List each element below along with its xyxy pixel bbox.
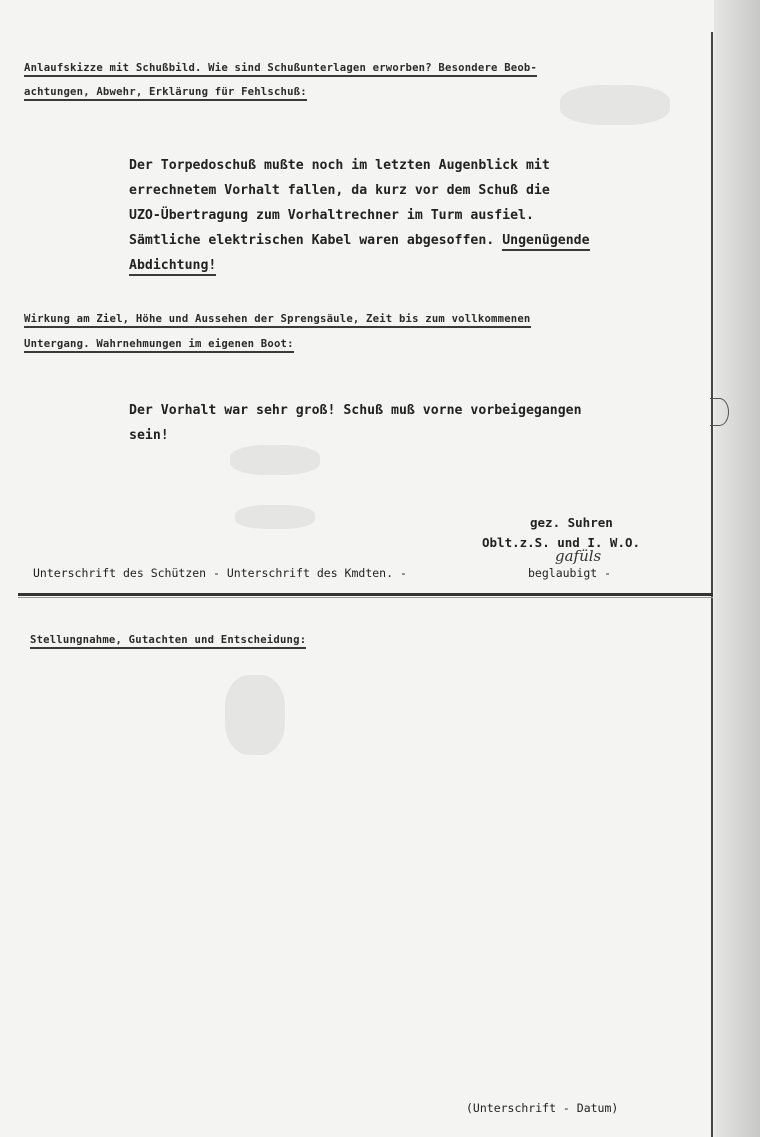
handwritten-initials: gafüls [555, 547, 602, 565]
signature-rank: Oblt.z.S. und I. W.O. [482, 535, 641, 550]
section1-heading [24, 56, 537, 80]
section-divider [18, 593, 713, 596]
section-divider-shadow [18, 597, 713, 598]
smudge [560, 85, 670, 125]
signature-name: gez. Suhren [530, 515, 613, 530]
section2-line: Der Vorhalt war sehr groß! Schuß muß vorne vorbeigegangen [129, 403, 582, 418]
section3-heading-text: Stellungnahme, Gutachten und Entscheidung: [30, 634, 306, 649]
section1-line-emphasis [129, 253, 216, 278]
section2-line: sein! [129, 428, 169, 443]
section2-heading-line1: Wirkung am Ziel, Höhe und Aussehen der Sprengsäule, Zeit bis zum vollkommenen [24, 313, 531, 328]
section1-heading-line1: Anlaufskizze mit Schußbild. Wie sind Schußunterlagen erworben? Besondere Beob- [24, 62, 537, 77]
section3-heading [30, 628, 306, 652]
section1-line: Der Torpedoschuß mußte noch im letzten Augenblick mit [129, 158, 550, 173]
smudge [230, 445, 320, 475]
emphasis-text: Ungenügende [502, 233, 589, 251]
section2-heading [24, 307, 531, 331]
section1-heading-line2: achtungen, Abwehr, Erklärung für Fehlschuß: [24, 86, 307, 101]
emphasis-text-2: Abdichtung! [129, 258, 216, 276]
section1-line-text: Sämtliche elektrischen Kabel waren abgesoffen. [129, 233, 495, 248]
smudge [225, 675, 285, 755]
signature-caption: Unterschrift des Schützen - Unterschrift des Kmdten. - [33, 566, 407, 580]
certified-label: beglaubigt - [528, 566, 612, 580]
section2-heading-2 [24, 332, 294, 356]
section2-heading-line2: Untergang. Wahrnehmungen im eigenen Boot: [24, 338, 294, 353]
section1-line: errechnetem Vorhalt fallen, da kurz vor dem Schuß die [129, 183, 550, 198]
section1-line-last [129, 228, 590, 253]
footer-caption: (Unterschrift - Datum) [466, 1101, 619, 1115]
page-margin [714, 0, 760, 1137]
smudge [235, 505, 315, 529]
margin-rule [711, 32, 713, 1137]
margin-bracket-mark [710, 398, 729, 426]
section1-line: UZO-Übertragung zum Vorhaltrechner im Turm ausfiel. [129, 208, 534, 223]
section1-heading-2 [24, 80, 307, 104]
